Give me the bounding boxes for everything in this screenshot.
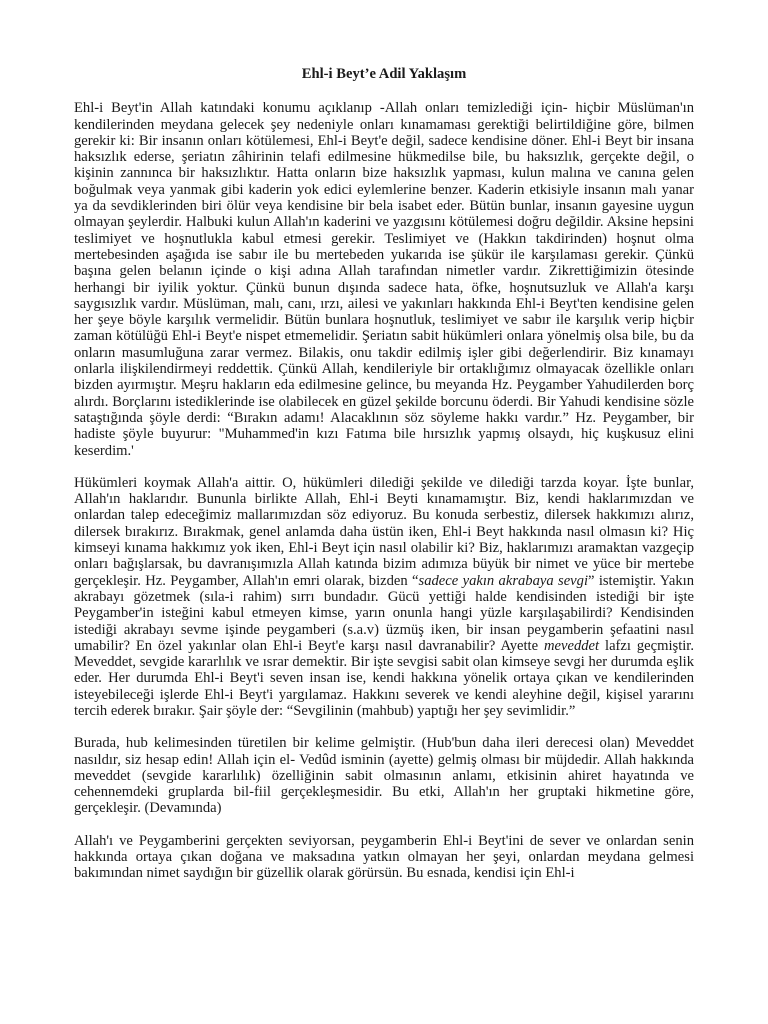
- paragraph-2-italic-phrase: sadece yakın akrabaya sevgi: [418, 572, 588, 589]
- paragraph-2-part-b: ” istemiştir. Yakın akrabayı gözetmek (sıla-i rahim) sırrı bundadır. Gücü yettiği halde kendisinden istediği bir işte Peygamber'in isteğini kabul etmeyen kimse, yarın onunla hangi yüzle karşılaşabilirdi? Kendisinden istediği akrabayı sevme işinde peygamberi (s.a.v) üzmüş iken, bir insan peygamberin şefaatini nasıl umabilir? En özel yakınlar olan Ehl-i Beyt'e karşı nasıl davranabilir? Ayette: [74, 572, 695, 654]
- paragraph-1: Ehl-i Beyt'in Allah katındaki konumu açıklanıp -Allah onları temizlediği için- hiçbir Müslüman'ın kendilerinden meydana gelecek şey nedeniyle onları kınamaması gerektiği belirtildiğine göre, bilmen gerekir ki: Bir insanın onları kötülemesi, Ehl-i Beyt'e değil, sadece kendisine döner. Ehl-i Beyt bir insana haksızlık ederse, şeriatın zâhirinin telafi edilmesine hükmedilse bile, bu haksızlık, gerçekte değil, o kişinin zannınca bir haksızlıktır. Hatta onların bize haksızlık yapması, kulun malına ve canına gelen boğulmak veya yanmak gibi kaderin yok edici eylemlerine benzer. Kaderin etkisiyle insanın malı yanar ya da sevdiklerinden biri ölür veya kendisine bir bela isabet eder. Bütün bunlar, insanın gayesine uygun olmayan şeylerdir. Halbuki kulun Allah'ın kaderini ve yazgısını kötülemesi doğru değildir. Aksine hepsini teslimiyet ve hoşnutlukla kabul etmesi gerekir. Teslimiyet ve (Hakkın takdirinden) hoşnut olma mertebesinden aşağıda ise sabır ile bu mertebeden yukarıda ise şükür ile karşılaması gerekir. Çünkü başına gelen belanın içinde o kişi adına Allah tarafından nimetler vardır. Zikrettiğimizin ötesinde herhangi bir iyilik yoktur. Çünkü bunun dışında sadece hata, öfke, hoşnutsuzluk ve Allah'a karşı saygısızlık vardır. Müslüman, malı, canı, ırzı, ailesi ve yakınları hakkında Ehl-i Beyt'ten kendisine gelen her şeye böyle karşılık vermelidir. Bütün bunlara hoşnutluk, teslimiyet ve sabır ile karşılık verip hiçbir zaman kötülüğü Ehl-i Beyt'e nispet etmemelidir. Şeriatın sabit hükümleri onlara yönelmiş olsa bile, bu da onların masumluğuna zarar vermez. Bilakis, onu takdir edilmiş işler gibi değerlendirir. Biz kınamayı onlarla ilişkilendirmeyi reddettik. Çünkü Allah, kendileriyle bir ortaklığımız olmayacak özellikle onları bizden ayırmıştır. Meşru hakların eda edilmesine gelince, bu meyanda Hz. Peygamber Yahudilerden borç alırdı. Borçlarını istediklerinde ise olabilecek en güzel şekilde borcunu öderdi. Bir Yahudi kendisine sözle sataştığında şöyle derdi: “Bırakın adamı! Alacaklının söz söyleme hakkı vardır.” Hz. Peygamber, bir hadiste şöyle buyurur: "Muhammed'in kızı Fatıma bile hırsızlık yapmış olsaydı, hiç kuşkusuz elini keserdim.': [74, 100, 694, 459]
- paragraph-3: Burada, hub kelimesinden türetilen bir kelime gelmiştir. (Hub'bun daha ileri derecesi olan) Meveddet nasıldır, siz hesap edin! Allah için el- Vedûd isminin (ayette) gelmiş olması bir müjdedir. Allah hakkında meveddet (sevgide kararlılık) özelliğinin sabit olmasının anlamı, etkisinin ahiret hayatında ve cehennemdeki gruplarda bil-fiil gerçekleşmesidir. Bu etki, Allah'ın her gruptaki hikmetine göre, gerçekleşir. (Devamında): [74, 735, 694, 817]
- paragraph-4: Allah'ı ve Peygamberini gerçekten seviyorsan, peygamberin Ehl-i Beyt'ini de sever ve onlardan senin hakkında ortaya çıkan doğana ve maksadına yatkın olmayan her şeyi, onlardan meydana gelmesi bakımından nimet saydığın bir güzellik olarak görürsün. Bu esnada, kendisi için Ehl-i: [74, 832, 694, 882]
- paragraph-2: [74, 475, 694, 719]
- document-body: [74, 66, 694, 882]
- paragraph-2-part-c: lafzı geçmiştir. Meveddet, sevgide kararlılık ve ısrar demektir. Bir işte sevgisi sabit olan kimseye sevgi her durumda eşlik eder. Her durumda Ehl-i Beyt'i seven insan ise, kendi hakkına yönelik ortaya çıkan ve kendilerinden isteyebileceği işlerde Ehl-i Beyt'i yargılamaz. Hakkını severek ve kendi aleyhine değil, kişisel yararını tercih ederek bırakır. Şair şöyle der: “Sevgilinin (mahbub) yaptığı her şey sevimlidir.”: [74, 637, 694, 719]
- paragraph-2-part-a: Hükümleri koymak Allah'a aittir. O, hükümleri dilediği şekilde ve dilediği tarzda koyar. İşte bunlar, Allah'ın haklarıdır. Bununla birlikte Allah, Ehl-i Beyti kınamamıştır. Biz, kendi haklarımızdan ve onlardan talep edeceğimiz mallarımızdan söz ediyoruz. Bu konuda serbestiz, dilersek hakkımızı alırız, dilersek bırakırız. Bırakmak, genel anlamda daha üstün iken, Ehl-i Beyt hakkında nasıl olmasın ki? Hiç kimseyi kınama hakkımız yok iken, Ehl-i Beyt için nasıl olabilir ki? Biz, haklarımızı aramaktan vazgeçip onları bağışlarsak, bu davranışımızla Allah katında bizim adımıza büyük bir nimet ve yüce bir mertebe gerçekleşir. Hz. Peygamber, Allah'ın emri olarak, bizden “: [74, 474, 694, 589]
- document-title: Ehl-i Beyt’e Adil Yaklaşım: [301, 66, 467, 82]
- paragraph-2-italic-word: meveddet: [543, 637, 600, 654]
